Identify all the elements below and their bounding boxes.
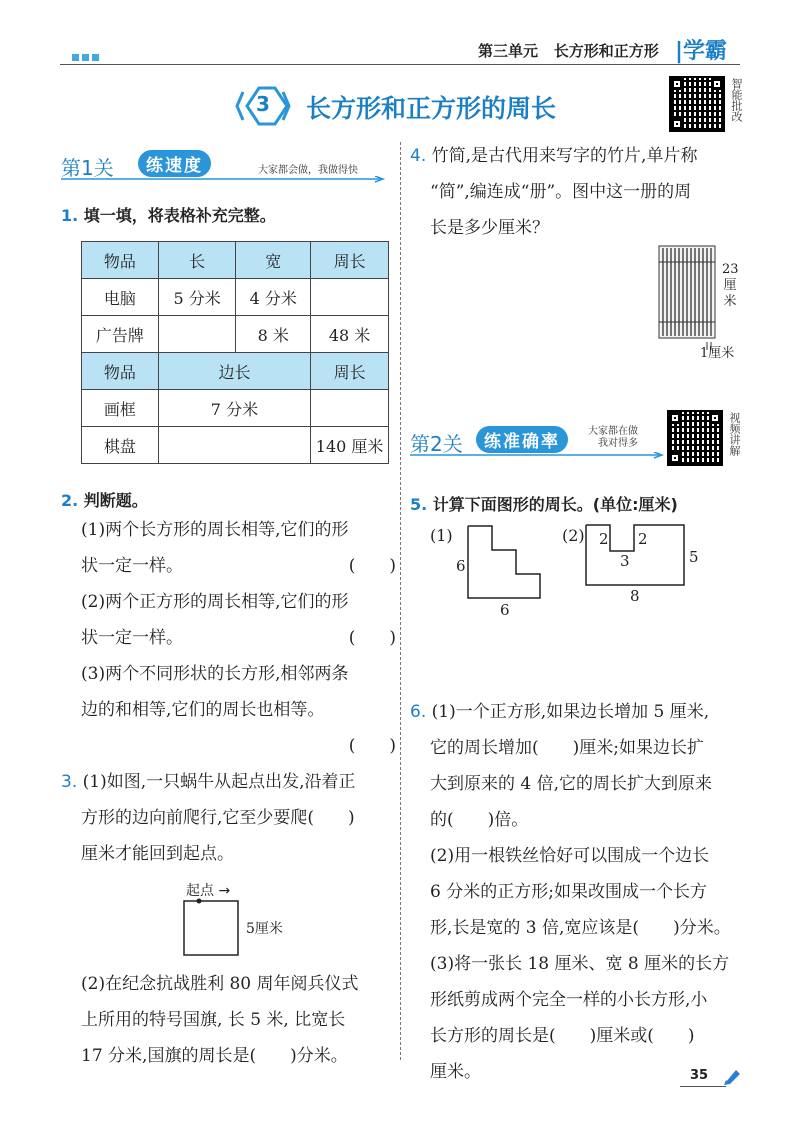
fig1-label: (1) [430,526,453,545]
table-row: 电脑 5 分米 4 分米 [82,279,389,316]
fig1-left-label: 6 [456,557,466,575]
q3-part2: (2)在纪念抗战胜利 80 周年阅兵仪式 上所用的特号国旗, 长 5 米, 比宽长 17 分米,国旗的周长是( )分米。 [81,974,359,1066]
answer-cell[interactable] [158,316,236,353]
table-header-row: 物品 长 宽 周长 [82,242,389,279]
lesson-title: 长方形和正方形的周长 [306,94,557,123]
table-header-row: 物品 边长 周长 [82,353,389,390]
fig2-label: (2) [562,526,585,545]
q2-title: 2. 判断题。 [61,491,148,510]
q3-part1: 3. (1)如图,一只蜗牛从起点出发,沿着正 方形的边向前爬行,它至少要爬( ) 厘米才能回到起点。 [61,772,356,864]
q5-title: 5. 计算下面图形的周长。(单位:厘米) [410,495,678,514]
square-side-label: 5厘米 [246,921,283,937]
pencil-icon [722,1066,742,1086]
section1-label: 第1关 [61,156,114,180]
section2-note: 大家都在做 我对得多 [588,426,638,449]
lesson-number: 3 [256,92,270,116]
fig2-label-a: 2 [599,530,609,548]
table-row: 画框 7 分米 [82,390,389,427]
qr-code-top[interactable] [669,76,725,132]
answer-paren[interactable]: ( ) [348,556,396,576]
q1-title: 1. 填一填，将表格补充完整。 [61,206,276,225]
start-label: 起点 → [186,883,231,899]
staircase-figure [466,524,542,600]
bamboo-width-label: 1厘米 [700,346,735,361]
section2-label: 第2关 [410,432,463,456]
qr-code-video[interactable] [667,410,723,466]
qr-label-video: 视频讲解 [728,412,741,456]
answer-cell[interactable] [158,427,310,464]
header-rule [60,64,740,65]
header-decoration [72,46,102,65]
column-divider [400,142,401,1060]
brand-logo: |学霸 [675,39,728,64]
section1-underline [61,176,391,184]
section1-pill: 练速度 [138,150,211,177]
section2-pill: 练准确率 [476,426,568,453]
table-row: 广告牌 8 米 48 米 [82,316,389,353]
fig2-label-c: 3 [620,552,630,570]
bamboo-slips-figure [655,242,719,352]
bamboo-height-label: 23 厘 米 [722,262,739,309]
q4-body: 4. 竹简,是古代用来写字的竹片,单片称 “简”,编连成“册”。图中这一册的周 长是多少厘米？ [410,146,698,238]
table-row: 棋盘 140 厘米 [82,427,389,464]
section2-underline [410,452,670,460]
fig2-label-b: 2 [638,530,648,548]
section1-note: 大家都会做，我做得快 [258,165,358,176]
answer-paren[interactable]: ( ) [348,736,396,756]
snail-square-figure [180,896,244,960]
q1-table [81,241,389,464]
fig1-bottom-label: 6 [500,601,510,619]
fig2-bottom-label: 8 [630,587,640,605]
page-number: 35 [690,1068,709,1083]
answer-paren[interactable]: ( ) [348,628,396,648]
q2-body: (1)两个长方形的周长相等,它们的形 状一定一样。 ( ) (2)两个正方形的周长相等,它们的形 状一定一样。 ( ) (3)两个不同形状的长方形,相邻两条 边的和相等,它们的周长也相等。 ( ) [81,520,396,756]
q6-body: 6. (1)一个正方形,如果边长增加 5 厘米, 它的周长增加( )厘米;如果边长扩 大到原来的 4 倍,它的周长扩大到原来 的( )倍。 (2)用一根铁丝恰好可以围成一个边长 6 分米的正方形;如果改围成一个长方 形,长是宽的 3 倍,宽应该是( )分米。 (3)将一张长 18 厘米、宽 8 厘米的长方 形纸剪成两个完全一样的小长方形,小 长方形的周长是( )厘米或( ) 厘米。 [410,702,731,1082]
page-number-rule [680,1086,726,1087]
answer-cell[interactable] [311,279,389,316]
qr-label-top: 智能批改 [730,78,743,122]
header-unit: 第三单元 长方形和正方形 [478,42,659,60]
answer-cell[interactable] [311,390,389,427]
fig2-right-label: 5 [689,548,699,566]
